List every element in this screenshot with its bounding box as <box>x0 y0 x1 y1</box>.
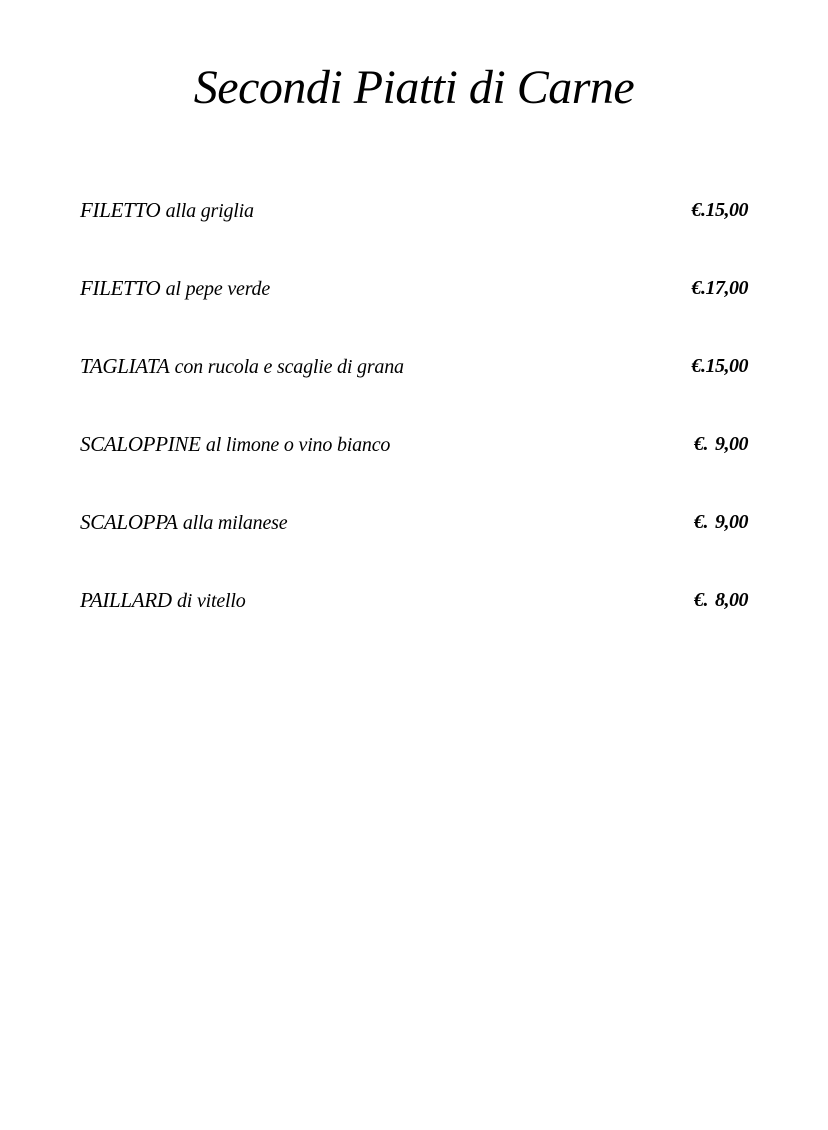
dish-name: PAILLARD <box>80 588 172 612</box>
dish-price <box>694 580 748 620</box>
price-amount: 15,00 <box>705 199 748 221</box>
dish-price <box>692 346 749 386</box>
price-currency: €. <box>691 355 706 377</box>
menu-item-paillard <box>80 580 748 658</box>
price-amount: 15,00 <box>705 355 748 377</box>
dish-description: con rucola e scaglie di grana <box>174 356 404 378</box>
price-currency: €. <box>691 199 706 221</box>
dish-description: alla griglia <box>165 200 254 222</box>
dish-name: SCALOPPA <box>80 510 178 534</box>
dish-price <box>692 268 749 308</box>
menu-item-filetto-pepe <box>80 268 748 346</box>
dish-description: al limone o vino bianco <box>205 434 391 456</box>
price-currency: €. <box>694 511 708 533</box>
price-amount: 9,00 <box>715 511 748 533</box>
dish-description: di vitello <box>176 590 246 612</box>
menu-item-scaloppine <box>80 424 748 502</box>
dish-description: al pepe verde <box>165 278 271 300</box>
price-currency: €. <box>694 589 708 611</box>
dish <box>80 580 246 621</box>
price-amount: 8,00 <box>715 589 748 611</box>
dish <box>80 346 404 387</box>
dish-description: alla milanese <box>182 512 288 534</box>
dish-name: FILETTO <box>80 276 161 300</box>
dish <box>80 502 287 543</box>
price-currency: €. <box>691 277 706 299</box>
page-title: Secondi Piatti di Carne <box>193 61 635 114</box>
menu-list <box>80 190 748 658</box>
dish-name: TAGLIATA <box>80 354 170 378</box>
menu-item-tagliata <box>80 346 748 424</box>
price-amount: 9,00 <box>715 433 748 455</box>
price-amount: 17,00 <box>705 277 748 299</box>
dish-name: SCALOPPINE <box>80 432 201 456</box>
menu-item-scaloppa <box>80 502 748 580</box>
dish <box>80 424 390 465</box>
dish-name: FILETTO <box>80 198 161 222</box>
dish <box>80 268 270 309</box>
dish <box>80 190 254 231</box>
dish-price <box>694 502 748 542</box>
price-currency: €. <box>694 433 708 455</box>
dish-price <box>692 190 749 230</box>
menu-item-filetto-griglia <box>80 190 748 268</box>
dish-price <box>694 424 748 464</box>
